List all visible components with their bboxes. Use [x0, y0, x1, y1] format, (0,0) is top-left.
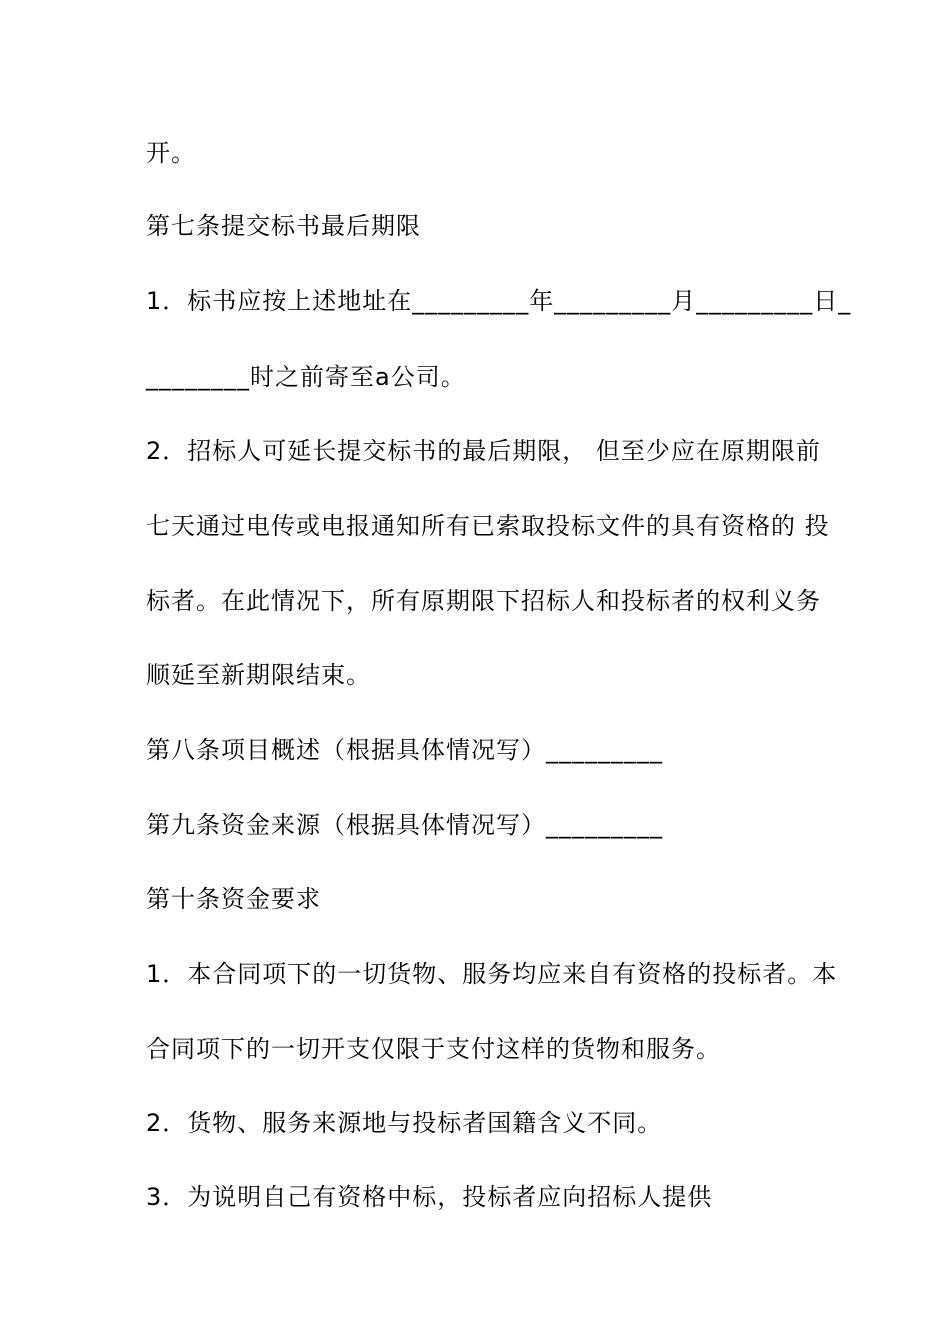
text-line: 标者。在此情况下，所有原期限下招标人和投标者的权利义务 [146, 587, 821, 615]
article-heading: 第八条项目概述（根据具体情况写）_________ [146, 736, 663, 764]
text-line: ________时之前寄至a公司。 [146, 363, 466, 391]
text-line: 顺延至新期限结束。 [146, 661, 371, 689]
article-heading: 第九条资金来源（根据具体情况写）_________ [146, 811, 663, 839]
text-line: 2．招标人可延长提交标书的最后期限， 但至少应在原期限前 [146, 437, 821, 465]
article-heading: 第十条资金要求 [146, 885, 321, 913]
text-line: 开。 [146, 139, 196, 167]
text-line: 合同项下的一切开支仅限于支付这样的货物和服务。 [146, 1035, 721, 1063]
text-line: 1．标书应按上述地址在_________年_________月_________日_ [146, 287, 852, 315]
text-line: 1．本合同项下的一切货物、服务均应来自有资格的投标者。本 [146, 960, 838, 988]
article-heading: 第七条提交标书最后期限 [146, 212, 421, 240]
text-line: 2．货物、服务来源地与投标者国籍含义不同。 [146, 1109, 663, 1137]
text-line: 七天通过电传或电报通知所有已索取投标文件的具有资格的 投 [146, 512, 830, 540]
text-line: 3．为说明自己有资格中标，投标者应向招标人提供 [146, 1183, 713, 1211]
